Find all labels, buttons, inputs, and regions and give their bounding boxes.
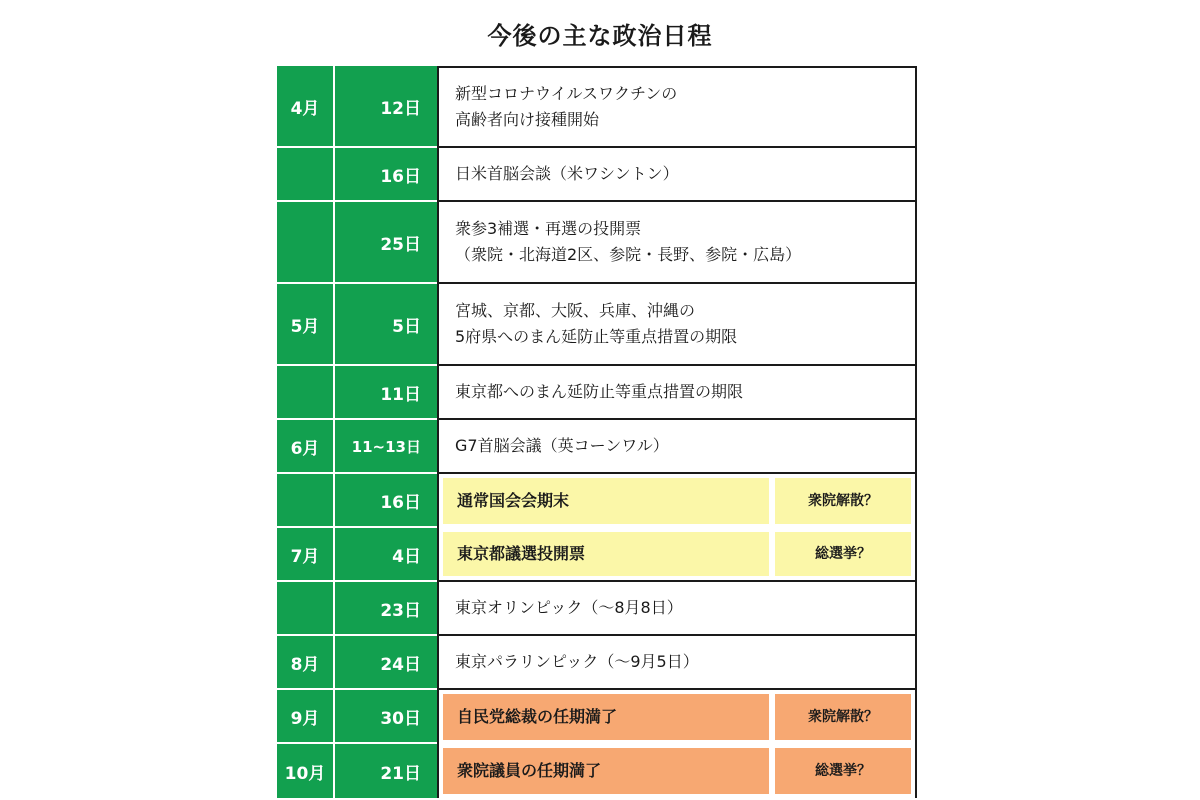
table-row [277,744,917,798]
event-cell [437,744,917,798]
day-cell: 5日 [335,284,437,366]
event-cell [437,474,917,528]
table-row [277,284,917,366]
highlight-event: 衆院議員の任期満了 [443,748,769,794]
highlight-event: 通常国会会期末 [443,478,769,524]
month-cell: 7月 [277,528,335,582]
event-line: 新型コロナウイルスワクチンの [455,84,678,103]
event-line: 5府県へのまん延防止等重点措置の期限 [455,327,738,346]
event-cell [437,420,917,474]
day-cell: 16日 [335,148,437,202]
event-line: 東京オリンピック（～8月8日） [455,598,683,617]
highlight-note: 総選挙？ [775,748,911,794]
table-row [277,66,917,148]
month-cell: 4月 [277,66,335,148]
day-cell: 11日 [335,366,437,420]
month-cell: 10月 [277,744,335,798]
month-cell: 5月 [277,284,335,366]
month-cell: 8月 [277,636,335,690]
event-cell [437,66,917,148]
table-row [277,690,917,744]
event-line: G7首脳会議（英コーンワル） [455,436,669,455]
event-line: 日米首脳会談（米ワシントン） [455,164,679,183]
table-row [277,366,917,420]
day-cell: 23日 [335,582,437,636]
day-cell: 24日 [335,636,437,690]
highlight-event: 東京都議選投開票 [443,532,769,576]
highlight-note: 総選挙？ [775,532,911,576]
event-line: （衆院・北海道2区、参院・長野、参院・広島） [455,245,802,264]
table-row [277,420,917,474]
event-cell [437,366,917,420]
event-cell [437,582,917,636]
day-cell: 11~13日 [335,420,437,474]
table-row [277,202,917,284]
month-cell [277,366,335,420]
event-cell [437,148,917,202]
day-cell: 30日 [335,690,437,744]
table-row [277,474,917,528]
event-cell [437,690,917,744]
event-cell [437,202,917,284]
day-cell: 16日 [335,474,437,528]
day-cell: 25日 [335,202,437,284]
event-line: 高齢者向け接種開始 [455,110,600,129]
event-cell [437,284,917,366]
event-line: 東京都へのまん延防止等重点措置の期限 [455,382,744,401]
highlight-event: 自民党総裁の任期満了 [443,694,769,740]
event-cell [437,528,917,582]
month-cell [277,474,335,528]
highlight-note: 衆院解散？ [775,694,911,740]
table-row [277,528,917,582]
table-row [277,582,917,636]
schedule-table [277,66,917,798]
page-title: 今後の主な政治日程 [487,22,713,50]
month-cell [277,202,335,284]
event-line: 宮城、京都、大阪、兵庫、沖縄の [455,301,696,320]
event-line: 衆参3補選・再選の投開票 [455,219,642,238]
table-row [277,148,917,202]
month-cell: 6月 [277,420,335,474]
event-cell [437,636,917,690]
table-row [277,636,917,690]
month-cell [277,582,335,636]
month-cell [277,148,335,202]
day-cell: 12日 [335,66,437,148]
highlight-note: 衆院解散？ [775,478,911,524]
day-cell: 4日 [335,528,437,582]
month-cell: 9月 [277,690,335,744]
day-cell: 21日 [335,744,437,798]
event-line: 東京パラリンピック（～9月5日） [455,652,699,671]
